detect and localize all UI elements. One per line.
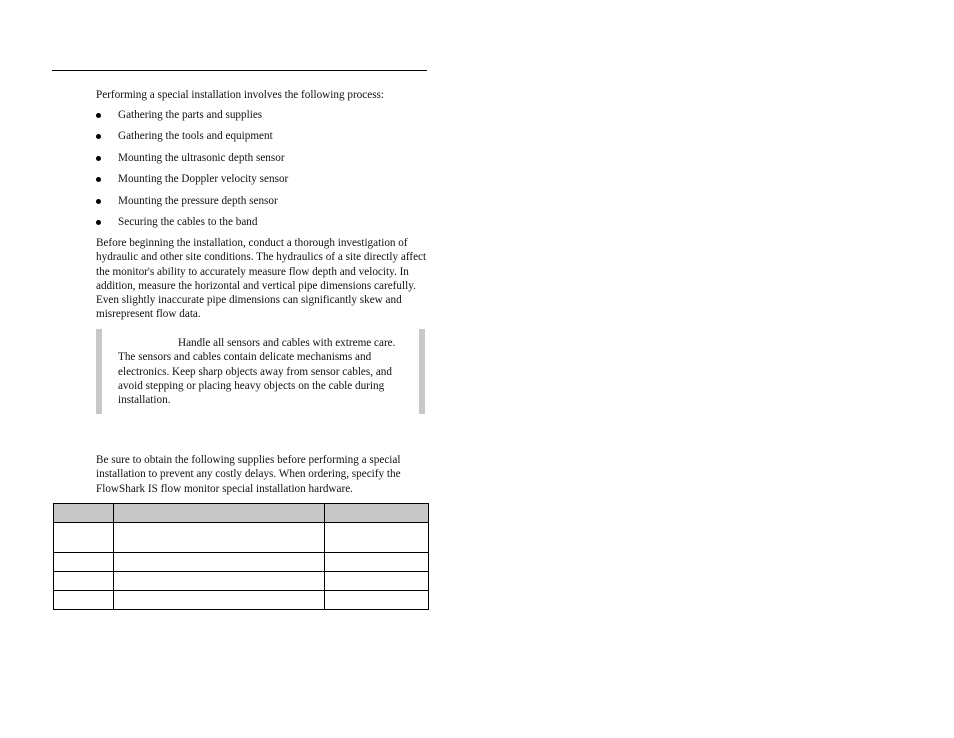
bullet-icon — [96, 199, 101, 204]
bullet-icon — [96, 134, 101, 139]
list-item — [96, 151, 288, 172]
bullet-icon — [96, 113, 101, 118]
table-cell — [114, 591, 325, 610]
table-cell — [114, 523, 325, 553]
table-row — [54, 591, 429, 610]
list-item-label: Securing the cables to the band — [118, 215, 258, 228]
table-cell — [54, 553, 114, 572]
list-item — [96, 108, 288, 129]
header-rule — [52, 70, 427, 71]
supplies-paragraph: Be sure to obtain the following supplies before performing a special installation to prevent any costly delays. When ordering, specify the FlowShark IS flow monitor special installation hardware. — [96, 454, 401, 495]
list-item — [96, 172, 288, 193]
table-row — [54, 572, 429, 591]
bullet-icon — [96, 177, 101, 182]
table-cell — [114, 572, 325, 591]
caution-text: Handle all sensors and cables with extreme care. The sensors and cables contain delicate mechanisms and electronics. Keep sharp objects away from sensor cables, and avoid stepping or placing heavy objects on the cable during installation. — [118, 337, 396, 407]
table-cell — [325, 553, 429, 572]
table-cell — [114, 553, 325, 572]
list-item — [96, 215, 288, 236]
table-header-cell — [54, 504, 114, 523]
list-item-label: Mounting the ultrasonic depth sensor — [118, 151, 285, 164]
list-item-label: Gathering the parts and supplies — [118, 109, 263, 121]
table-cell — [54, 591, 114, 610]
bullet-icon — [96, 156, 101, 161]
bullet-icon — [96, 220, 101, 225]
list-item-label: Mounting the pressure depth sensor — [118, 194, 278, 207]
table-cell — [54, 572, 114, 591]
table-header-cell — [114, 504, 325, 523]
site-investigation-paragraph: Before beginning the installation, conduct a thorough investigation of hydraulic and other site conditions. The hydraulics of a site directly affect the monitor's ability to accurately measure flow depth and velocity. In addition, measure the horizontal and vertical pipe dimensions carefully. Even slightly inaccurate pipe dimensions can significantly skew and misrepresent flow data. — [96, 237, 427, 321]
table-cell — [325, 591, 429, 610]
list-item-label: Mounting the Doppler velocity sensor — [118, 173, 289, 186]
intro-text: Performing a special installation involves the following process: — [96, 89, 385, 101]
process-list — [96, 108, 288, 236]
supplies-table — [53, 503, 429, 610]
table-header-row — [54, 504, 429, 523]
table-header-cell — [325, 504, 429, 523]
table-row — [54, 523, 429, 553]
table-cell — [325, 523, 429, 553]
table-cell — [54, 523, 114, 553]
table-cell — [325, 572, 429, 591]
list-item — [96, 194, 288, 215]
list-item — [96, 129, 288, 150]
list-item-label: Gathering the tools and equipment — [118, 130, 273, 143]
table-row — [54, 553, 429, 572]
caution-box — [96, 329, 425, 414]
